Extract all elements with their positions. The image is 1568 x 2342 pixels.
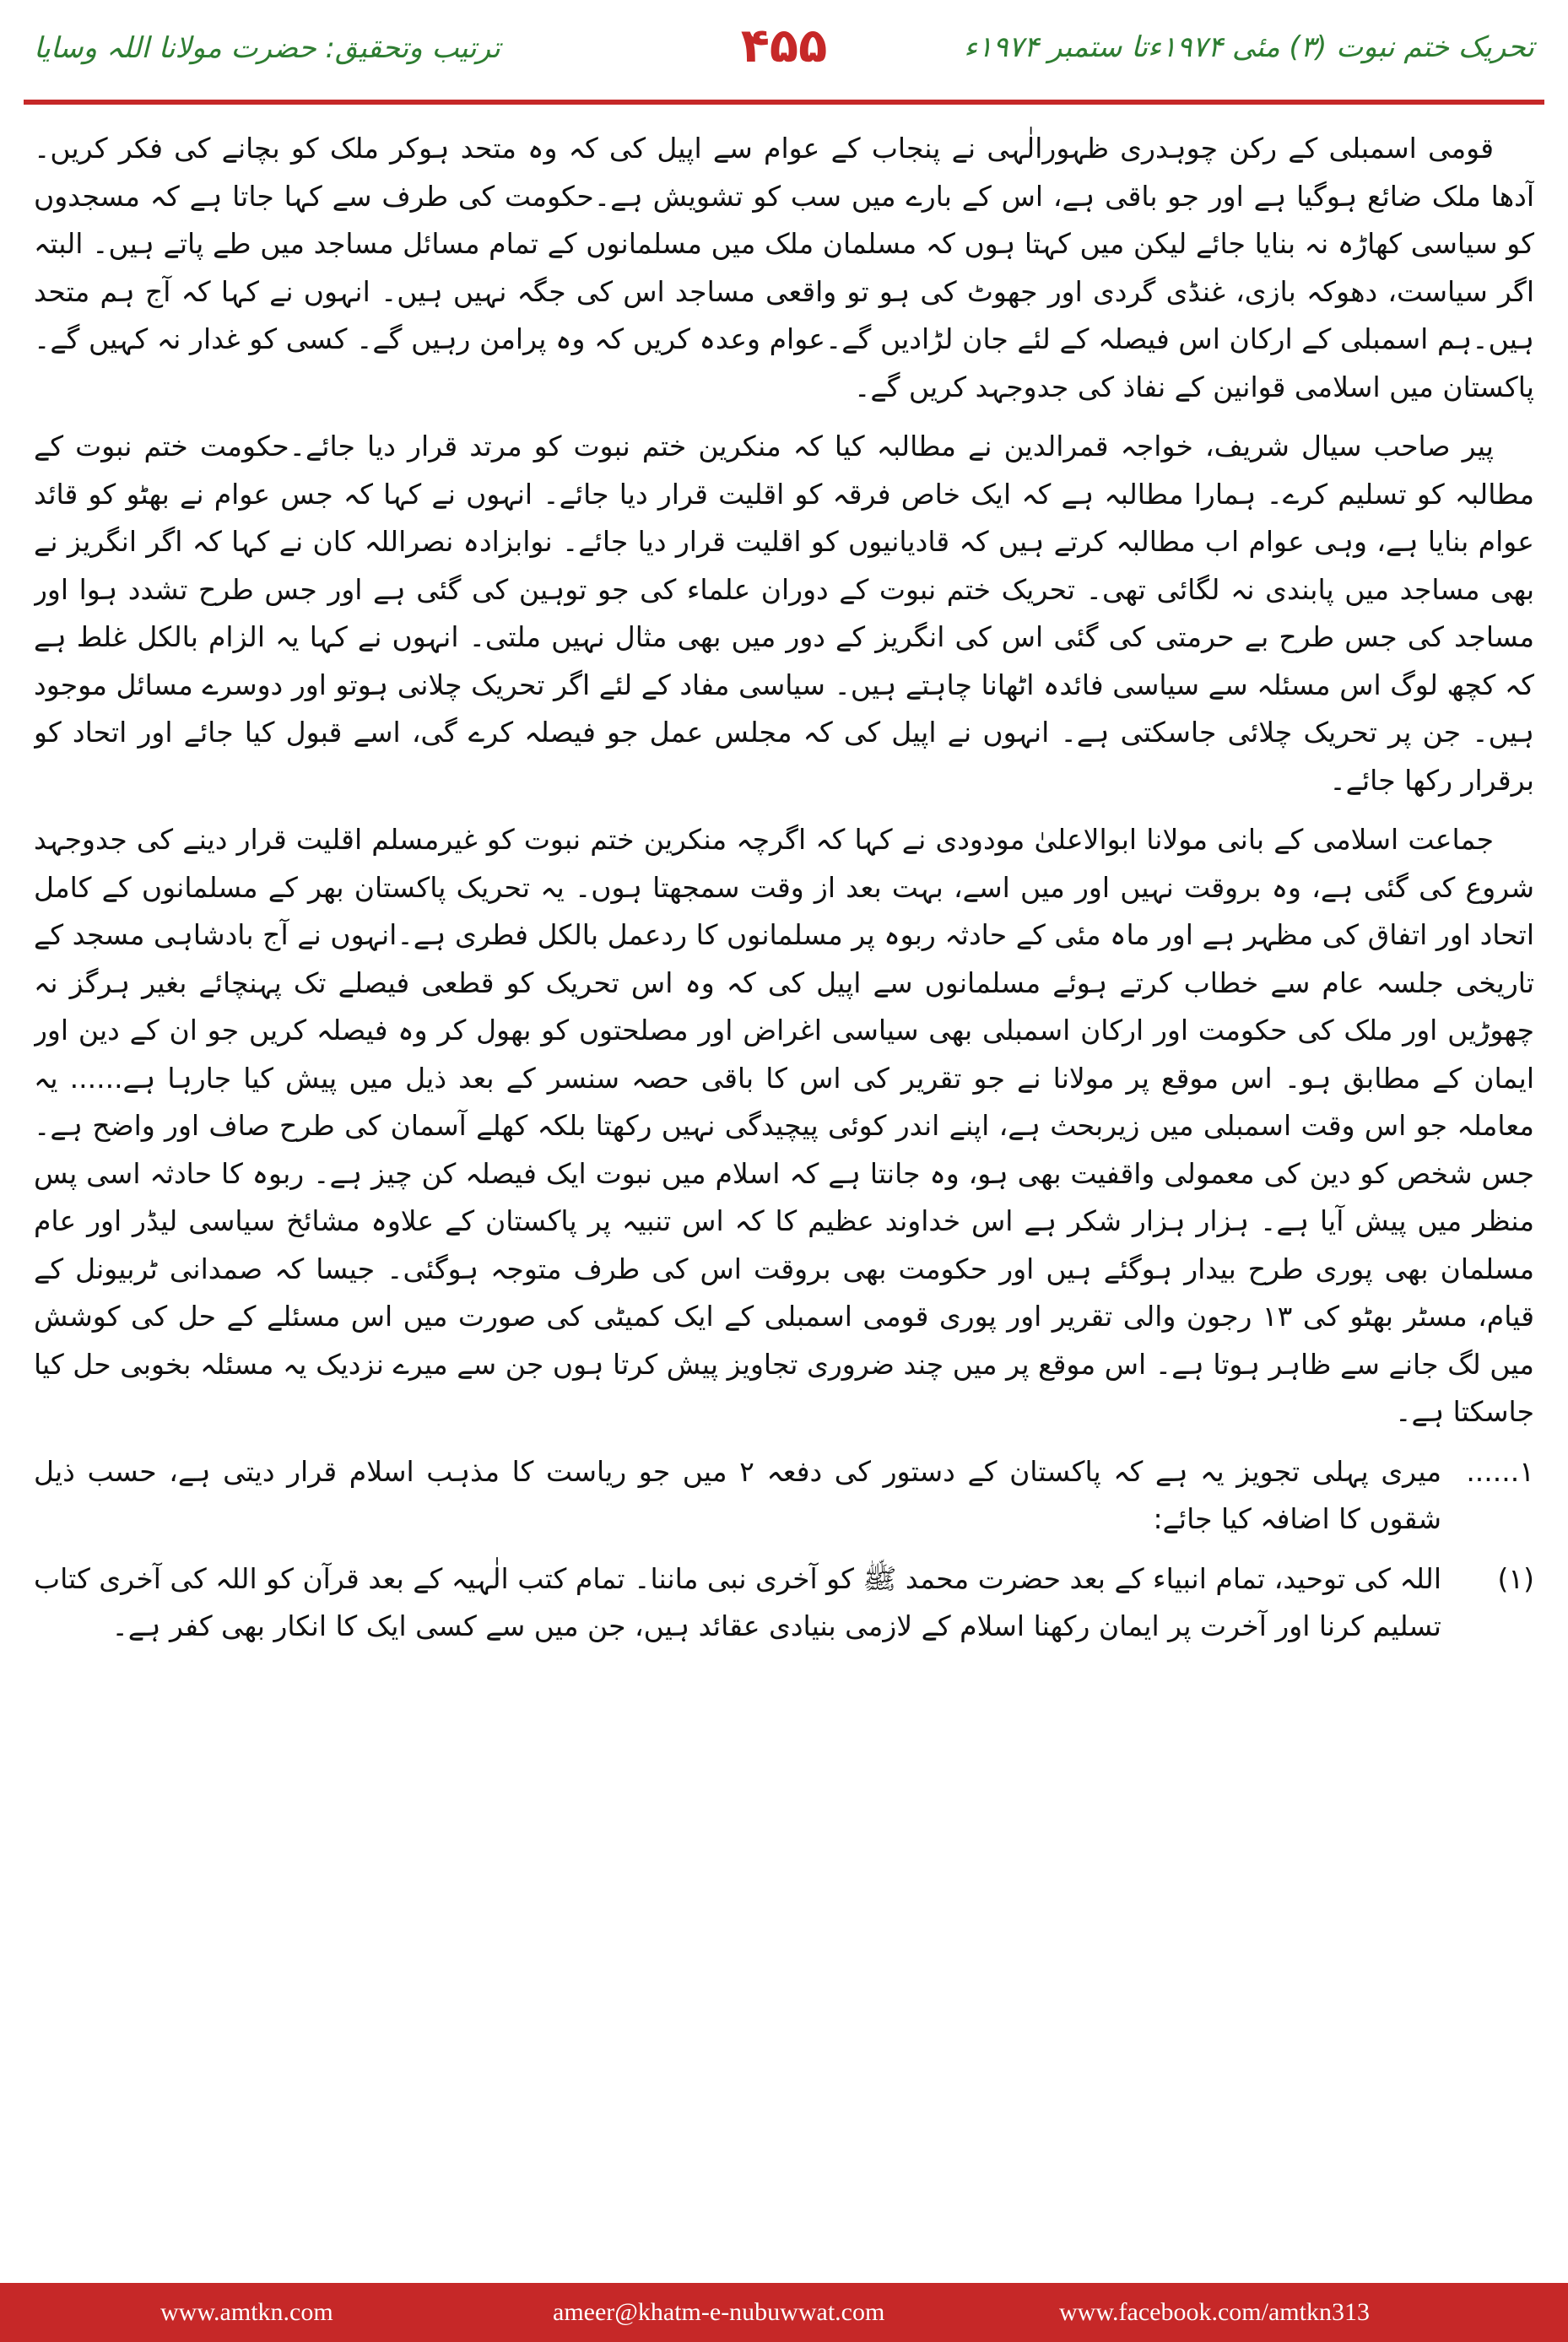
paragraph-pir-sial-sharif: پیر صاحب سیال شریف، خواجہ قمرالدین نے مطالبہ کیا کہ منکرین ختم نبوت کو مرتد قرار دیا جائے۔حکومت ختم نبوت کے مطالبہ کو تسلیم کرے۔ ہمارا مطالبہ ہے کہ ایک خاص فرقہ کو اقلیت قرار دیا جائے۔ انہوں نے کہا کہ جس عوام نے بھٹو کو قائد عوام بنایا ہے، وہی عوام اب مطالبہ کرتے ہیں کہ قادیانیوں کو اقلیت قرار دیا جائے۔ نوابزادہ نصراللہ کان نے کہا کہ اگر انگریز نے بھی مساجد میں پابندی نہ لگائی تھی۔ تحریک ختم نبوت کے دوران علماء کی جو توہین کی گئی ہے اور جس طرح تشدد ہوا اور مساجد کی جس طرح بے حرمتی کی گئی اس کی انگریز کے دور میں بھی مثال نہیں ملتی۔ انہوں نے کہا یہ الزام بالکل غلط ہے کہ کچھ لوگ اس مسئلہ سے سیاسی فائدہ اٹھانا چاہتے ہیں۔ سیاسی مفاد کے لئے اگر تحریک چلانی ہوتو اور دوسرے مسائل موجود ہیں۔ جن پر تحریک چلائی جاسکتی ہے۔ انہوں نے اپیل کی کہ مجلس عمل جو فیصلہ کرے گی، اسے قبول کیا جائے اور اتحاد کو برقرار رکھا جائے۔ xyxy=(34,430,1534,797)
website-link[interactable]: www.amtkn.com xyxy=(160,2298,333,2326)
book-title: تحریک ختم نبوت (۳) مئی ۱۹۷۴ءتا ستمبر ۱۹۷۴ء xyxy=(964,30,1534,64)
email-link[interactable]: ameer@khatm-e-nubuwwat.com xyxy=(553,2298,885,2326)
proposal-marker: ۱...... xyxy=(1466,1454,1534,1488)
header-rule xyxy=(24,100,1544,105)
proposal-text: میری پہلی تجویز یہ ہے کہ پاکستان کے دستور کی دفعہ ۲ میں جو ریاست کا مذہب اسلام قرار دیتی ہے، حسب ذیل شقوں کا اضافہ کیا جائے: xyxy=(34,1454,1441,1535)
page-body xyxy=(34,125,1534,2273)
subitem-text: اللہ کی توحید، تمام انبیاء کے بعد حضرت محمد ﷺ کو آخری نبی ماننا۔ تمام کتب الٰہیہ کے بعد قرآن کو اللہ کی آخری کتاب تسلیم کرنا اور آخرت پر ایمان رکھنا اسلام کے لازمی بنیادی عقائد ہیں، جن میں سے کسی ایک کا انکار بھی کفر ہے۔ xyxy=(34,1561,1441,1642)
subitem-marker: (۱) xyxy=(1497,1561,1534,1595)
page-number: ۴۵۵ xyxy=(740,19,828,73)
page-footer xyxy=(0,2283,1568,2342)
facebook-link[interactable]: www.facebook.com/amtkn313 xyxy=(1059,2298,1370,2326)
proposal-item-1 xyxy=(34,1448,1534,1544)
paragraph-maulana-maududi: جماعت اسلامی کے بانی مولانا ابوالاعلیٰ مودودی نے کہا کہ اگرچہ منکرین ختم نبوت کو غیرمسلم اقلیت قرار دینے کی جدوجہد شروع کی گئی ہے، وہ بروقت نہیں اور میں اسے، بہت بعد از وقت سمجھتا ہوں۔ یہ تحریک پاکستان بھر کے مسلمانوں کے کامل اتحاد اور اتفاق کی مظہر ہے اور ماہ مئی کے حادثہ ربوہ پر مسلمانوں کا ردعمل بالکل فطری ہے۔انہوں نے آج بادشاہی مسجد کے تاریخی جلسہ عام سے خطاب کرتے ہوئے مسلمانوں سے اپیل کی کہ وہ اس تحریک کو قطعی فیصلے تک پہنچائے بغیر ہرگز نہ چھوڑیں اور ملک کی حکومت اور ارکان اسمبلی بھی سیاسی اغراض اور مصلحتوں کو بھول کر وہ فیصلہ کریں جو ان کے دین اور ایمان کے مطابق ہو۔ اس موقع پر مولانا نے جو تقریر کی اس کا باقی حصہ سنسر کے بعد ذیل میں پیش کیا جارہا ہے...... یہ معاملہ جو اس وقت اسمبلی میں زیربحث ہے، اپنے اندر کوئی پیچیدگی نہیں رکھتا بلکہ کھلے آسمان کی طرح صاف اور واضح ہے۔جس شخص کو دین کی معمولی واقفیت بھی ہو، وہ جانتا ہے کہ اسلام میں نبوت ایک فیصلہ کن چیز ہے۔ ربوہ کا حادثہ اسی پس منظر میں پیش آیا ہے۔ ہزار ہزار شکر ہے اس خداوند عظیم کا کہ اس تنبیہ پر پاکستان کے علاوہ مشائخ سیاسی لیڈر اور عام مسلمان بھی پوری طرح بیدار ہوگئے ہیں اور حکومت بھی بروقت اس کی طرف متوجہ ہوگئی۔ جیسا کہ صمدانی ٹربیونل کے قیام، مسٹر بھٹو کی ۱۳ رجون والی تقریر اور پوری قومی اسمبلی کے ایک کمیٹی کی صورت میں اس مسئلے کے حل کی کوشش میں لگ جانے سے ظاہر ہوتا ہے۔ اس موقع پر میں چند ضروری تجاویز پیش کرتا ہوں جن سے میرے نزدیک یہ مسئلہ بخوبی حل کیا جاسکتا ہے۔ xyxy=(34,823,1534,1428)
page-header xyxy=(0,0,1568,108)
editor-credit: ترتیب وتحقیق: حضرت مولانا اللہ وسایا xyxy=(34,31,500,65)
paragraph-chaudhry-zahoor-elahi: قومی اسمبلی کے رکن چوہدری ظہورالٰہی نے پنجاب کے عوام سے اپیل کی کہ وہ متحد ہوکر ملک کو بچانے کی فکر کریں۔ آدھا ملک ضائع ہوگیا ہے اور جو باقی ہے، اس کے بارے میں سب کو تشویش ہے۔حکومت کی طرف سے کہا جاتا ہے کہ مسجدوں کو سیاسی کھاڑہ نہ بنایا جائے لیکن میں کہتا ہوں کہ مسلمان ملک میں مسلمانوں کے تمام مسائل مساجد میں طے پاتے ہیں۔ البتہ اگر سیاست، دھوکہ بازی، غنڈی گردی اور جھوٹ کی ہو تو واقعی مساجد اس کی جگہ نہیں ہیں۔ انہوں نے کہا کہ آج ہم متحد ہیں۔ہم اسمبلی کے ارکان اس فیصلہ کے لئے جان لڑادیں گے۔عوام وعدہ کریں کہ وہ پرامن رہیں گے۔ کسی کو غدار نہ کہیں گے۔ پاکستان میں اسلامی قوانین کے نفاذ کی جدوجہد کریں گے۔ xyxy=(34,132,1534,403)
proposal-subitem-1 xyxy=(34,1555,1534,1651)
